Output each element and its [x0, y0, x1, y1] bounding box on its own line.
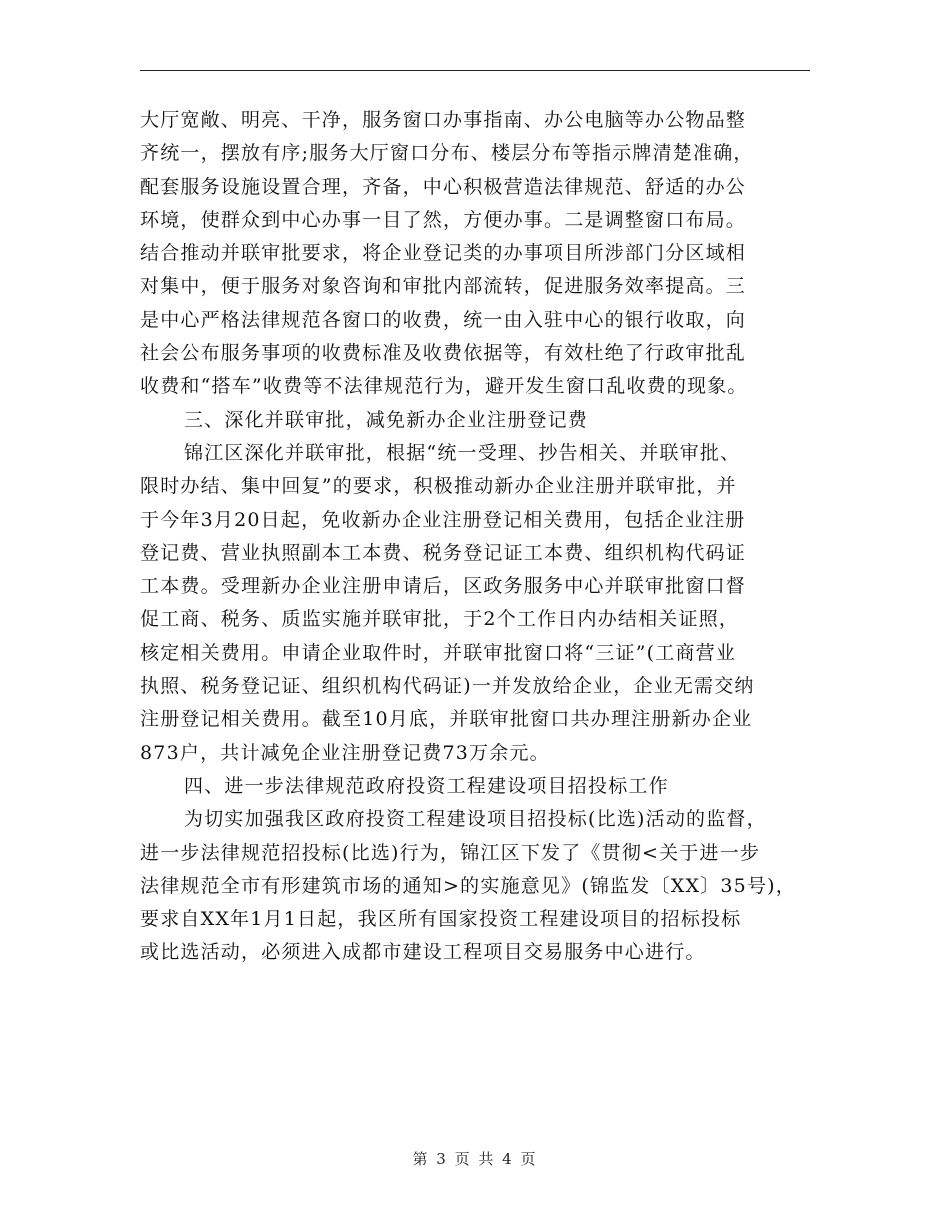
text-line: 四、进一步法律规范政府投资工程建设项目招投标工作 [184, 774, 669, 797]
text-line: 限时办结、集中回复”的要求，积极推动新办企业注册并联审批，并 [140, 475, 737, 498]
text-line: 环境，使群众到中心办事一目了然，方便办事。二是调整窗口布局。 [140, 208, 747, 231]
text-line: 锦江区深化并联审批，根据“统一受理、抄告相关、并联审批、 [184, 441, 741, 464]
text-line: 工本费。受理新办企业注册申请后，区政务服务中心并联审批窗口督 [140, 575, 747, 598]
text-line: 要求自XX年1月1日起，我区所有国家投资工程建设项目的招标投标 [140, 908, 742, 931]
text-line: 大厅宽敞、明亮、干净，服务窗口办事指南、办公电脑等办公物品整 [140, 109, 747, 131]
text-line: 873户，共计减免企业注册登记费73万余元。 [140, 741, 550, 764]
text-line: 社会公布服务事项的收费标准及收费依据等，有效杜绝了行政审批乱 [140, 342, 747, 365]
body-text [140, 104, 820, 970]
text-line: 执照、税务登记证、组织机构代码证)一并发放给企业，企业无需交纳 [140, 675, 755, 698]
text-line: 注册登记相关费用。截至10月底，并联审批窗口共办理注册新办企业 [140, 708, 753, 731]
page-footer: 第 3 页 共 4 页 [412, 1150, 538, 1168]
text-line: 配套服务设施设置合理，齐备，中心积极营造法律规范、舒适的办公 [140, 175, 747, 198]
text-line: 核定相关费用。申请企业取件时，并联审批窗口将“三证”(工商营业 [140, 641, 737, 664]
text-line: 齐统一，摆放有序;服务大厅窗口分布、楼层分布等指示牌清楚准确， [140, 142, 754, 165]
text-line: 促工商、税务、质监实施并联审批，于2个工作日内办结相关证照， [140, 608, 740, 631]
text-line: 三、深化并联审批，减免新办企业注册登记费 [184, 408, 589, 431]
text-line: 或比选活动，必须进入成都市建设工程项目交易服务中心进行。 [140, 941, 706, 964]
text-line: 为切实加强我区政府投资工程建设项目招投标(比选)活动的监督， [184, 808, 767, 831]
text-line: 登记费、营业执照副本工本费、税务登记证工本费、组织机构代码证 [140, 541, 747, 564]
text-line: 于今年3月20日起，免收新办企业注册登记相关费用，包括企业注册 [140, 508, 746, 531]
text-line: 对集中，便于服务对象咨询和审批内部流转，促进服务效率提高。三 [140, 275, 747, 298]
header-rule [140, 70, 810, 71]
text-line: 是中心严格法律规范各窗口的收费，统一由入驻中心的银行收取，向 [140, 308, 747, 331]
text-line: 法律规范全市有形建筑市场的通知>的实施意见》(锦监发〔XX〕35号)， [140, 874, 796, 897]
text-line: 收费和“搭车”收费等不法律规范行为，避开发生窗口乱收费的现象。 [140, 375, 748, 398]
text-line: 进一步法律规范招投标(比选)行为，锦江区下发了《贯彻<关于进一步 [140, 841, 761, 864]
text-line: 结合推动并联审批要求，将企业登记类的办事项目所涉部门分区域相 [140, 242, 747, 265]
